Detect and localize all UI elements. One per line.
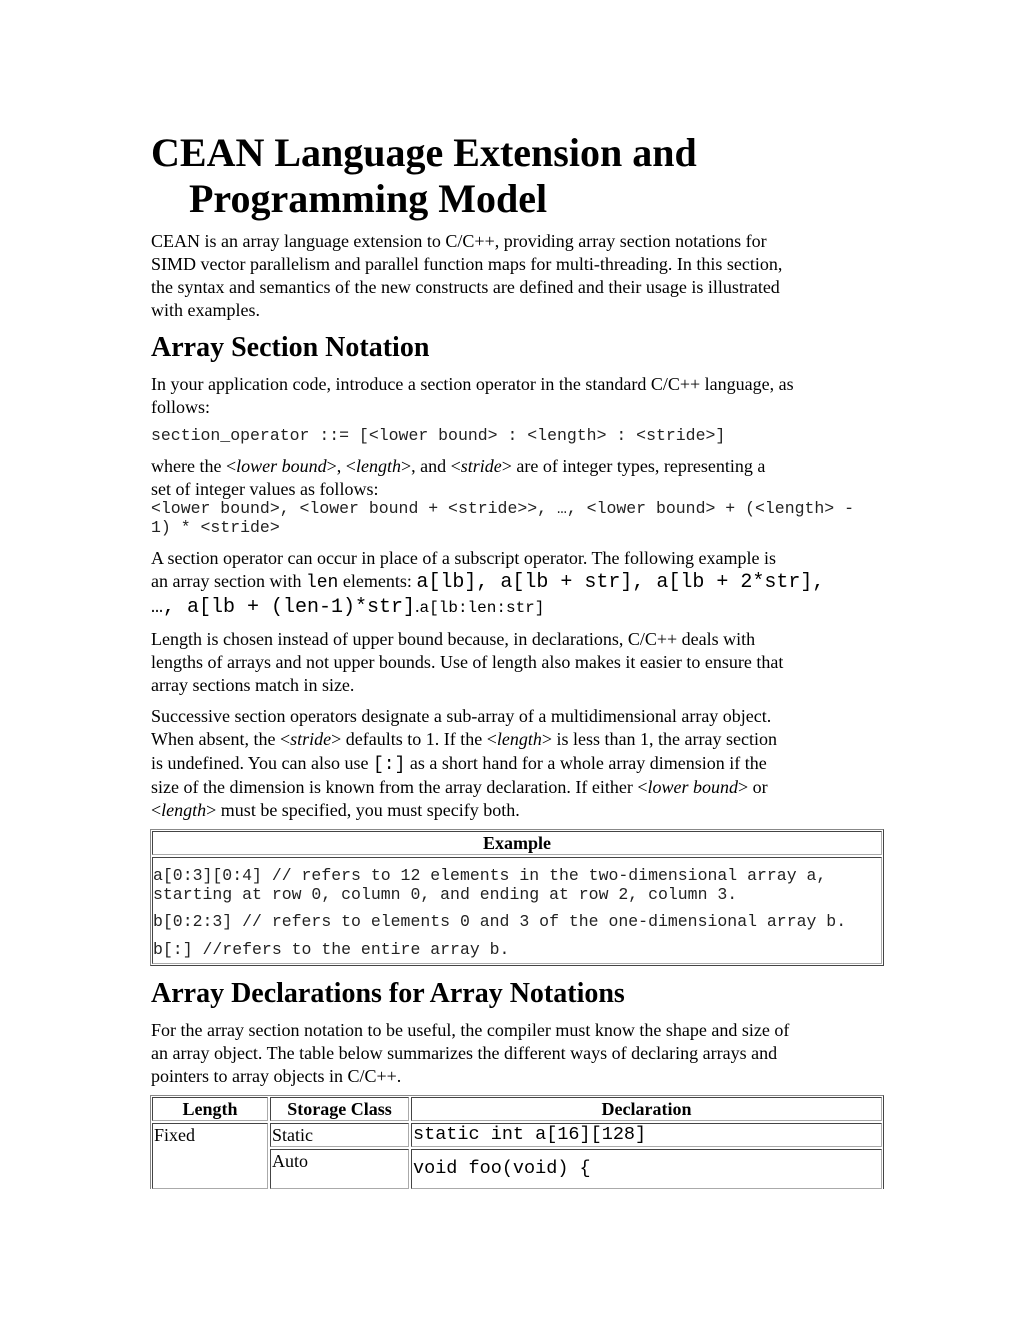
code: len	[305, 573, 339, 593]
paragraph-line	[151, 776, 768, 799]
header-storage-class: Storage Class	[270, 1097, 409, 1121]
paragraph-line	[151, 799, 520, 822]
code-values: <lower bound>, <lower bound + <stride>>, …, <lower bound> + (<length> -	[151, 499, 855, 518]
paragraph-line: Successive section operators designate a sub-array of a multidimensional array object.	[151, 706, 772, 726]
t: elements:	[338, 571, 417, 591]
t: stride	[460, 456, 502, 476]
t: lower bound	[236, 456, 327, 476]
paragraph-line: follows:	[151, 397, 211, 417]
header-length: Length	[152, 1097, 268, 1121]
t: <	[151, 800, 162, 820]
t: > or	[738, 777, 768, 797]
page-title-line2: Programming Model	[189, 176, 548, 221]
t: > must be specified, you must specify both.	[206, 800, 520, 820]
t: as a short hand for a whole array dimension if the	[405, 753, 767, 773]
paragraph-line: For the array section notation to be useful, the compiler must know the shape and size of	[151, 1020, 790, 1040]
cell-length: Fixed	[152, 1123, 268, 1189]
example-row: starting at row 0, column 0, and ending at row 2, column 3.	[153, 885, 738, 904]
t: >, and <	[400, 456, 461, 476]
t: stride	[290, 729, 332, 749]
declarations-table	[150, 1095, 884, 1189]
intro-line: SIMD vector parallelism and parallel function maps for multi-threading. In this section,	[151, 254, 783, 274]
header-declaration: Declaration	[411, 1097, 882, 1121]
example-body	[152, 857, 882, 964]
code-syntax: section_operator ::= [<lower bound> : <length> : <stride>]	[151, 426, 726, 445]
code: [:]	[372, 755, 406, 775]
paragraph-line	[151, 570, 824, 595]
t: >, <	[326, 456, 356, 476]
paragraph-line: A section operator can occur in place of a subscript operator. The following example is	[151, 548, 776, 568]
t: lower bound	[647, 777, 739, 797]
example-header: Example	[152, 831, 882, 855]
example-table	[150, 829, 884, 966]
cell-storage: Static	[270, 1123, 409, 1147]
intro-line: CEAN is an array language extension to C/C++, providing array section notations for	[151, 231, 767, 251]
code-values: 1) * <stride>	[151, 518, 280, 537]
t: length	[355, 456, 401, 476]
page-title-line1: CEAN Language Extension and	[151, 130, 697, 175]
t: where the <	[151, 456, 237, 476]
section-heading-array-declarations: Array Declarations for Array Notations	[151, 978, 625, 1009]
code: a[lb:len:str]	[419, 599, 545, 617]
paragraph-line: lengths of arrays and not upper bounds. Use of length also makes it easier to ensure that	[151, 652, 784, 672]
t: length	[161, 800, 207, 820]
code: a[lb], a[lb + str], a[lb + 2*str],	[416, 571, 825, 594]
t: an array section with	[151, 571, 306, 591]
example-row: b[0:2:3] // refers to elements 0 and 3 of the one-dimensional array b.	[153, 912, 847, 931]
paragraph-line: an array object. The table below summarizes the different ways of declaring arrays and	[151, 1043, 778, 1063]
t: is undefined. You can also use	[151, 753, 373, 773]
section-heading-array-section: Array Section Notation	[151, 332, 430, 363]
intro-line: the syntax and semantics of the new constructs are defined and their usage is illustrated	[151, 277, 780, 297]
cell-storage: Auto	[270, 1149, 409, 1189]
paragraph-line	[151, 455, 765, 478]
code: …, a[lb + (len-1)*str]	[151, 596, 416, 619]
t: .	[415, 596, 420, 616]
example-row: b[:] //refers to the entire array b.	[153, 940, 510, 959]
paragraph-line: set of integer values as follows:	[151, 479, 379, 499]
t: > defaults to 1. If the <	[331, 729, 497, 749]
cell-declaration: static int a[16][128]	[411, 1123, 882, 1147]
paragraph-line	[151, 595, 544, 620]
example-row: a[0:3][0:4] // refers to 12 elements in the two-dimensional array a,	[153, 866, 827, 885]
t: When absent, the <	[151, 729, 291, 749]
paragraph-line: In your application code, introduce a section operator in the standard C/C++ language, as	[151, 374, 794, 394]
cell-declaration: void foo(void) {	[411, 1149, 882, 1189]
paragraph-line: pointers to array objects in C/C++.	[151, 1066, 402, 1086]
paragraph-line: Length is chosen instead of upper bound because, in declarations, C/C++ deals with	[151, 629, 756, 649]
t: size of the dimension is known from the array declaration. If either <	[151, 777, 648, 797]
t: > are of integer types, representing a	[501, 456, 766, 476]
t: > is less than 1, the array section	[541, 729, 777, 749]
paragraph-line	[151, 752, 767, 777]
intro-line: with examples.	[151, 300, 260, 320]
t: length	[496, 729, 542, 749]
paragraph-line: array sections match in size.	[151, 675, 355, 695]
paragraph-line	[151, 728, 777, 751]
